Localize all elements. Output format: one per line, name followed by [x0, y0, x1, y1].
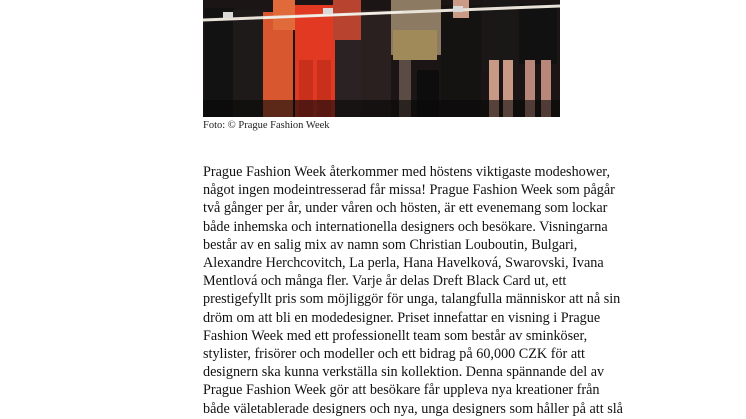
article-line: designern ska kunna verkställa sin kollektion. Denna spännande del av	[203, 364, 605, 381]
article-line: något ingen modeintresserad får missa! Prague Fashion Week som pågår	[203, 182, 615, 199]
article-line: Alexandre Herchcovitch, La perla, Hana Havelková, Swarovski, Ivana	[203, 255, 604, 272]
article-line: dröm om att bli en modedesigner. Priset innefattar en visning i Prague	[203, 309, 601, 326]
article-line: Fashion Week med ett professionellt team som består av sminköser,	[203, 327, 588, 344]
article-line: stylister, frisörer och modeller och ett bidrag på 60,000 CZK för att	[203, 346, 585, 363]
article-line: Mentlová och många fler. Varje år delas Dreft Black Card ut, ett	[203, 273, 567, 290]
article-line: både väletablerade designers och nya, unga designers som håller på att slå	[203, 400, 623, 417]
article-line: Prague Fashion Week återkommer med höstens viktigaste modeshower,	[203, 164, 611, 180]
photo-caption: Foto: © Prague Fashion Week	[203, 120, 330, 131]
article-line: Prague Fashion Week gör att besökare får uppleva nya kreationer från	[203, 382, 600, 399]
article-line: prestigefyllt pris som möjliggör för unga, talangfulla människor att nå sin	[203, 291, 621, 308]
article-line: två gånger per år, under våren och hösten, är ett evenemang som lockar	[203, 200, 608, 217]
article-line: består av en salig mix av namn som Christian Louboutin, Bulgari,	[203, 236, 578, 253]
article-line: både inhemska och internationella designers och besökare. Visningarna	[203, 218, 608, 235]
event-photo	[203, 0, 560, 117]
article-body	[203, 163, 663, 418]
photo-illustration	[203, 0, 560, 117]
